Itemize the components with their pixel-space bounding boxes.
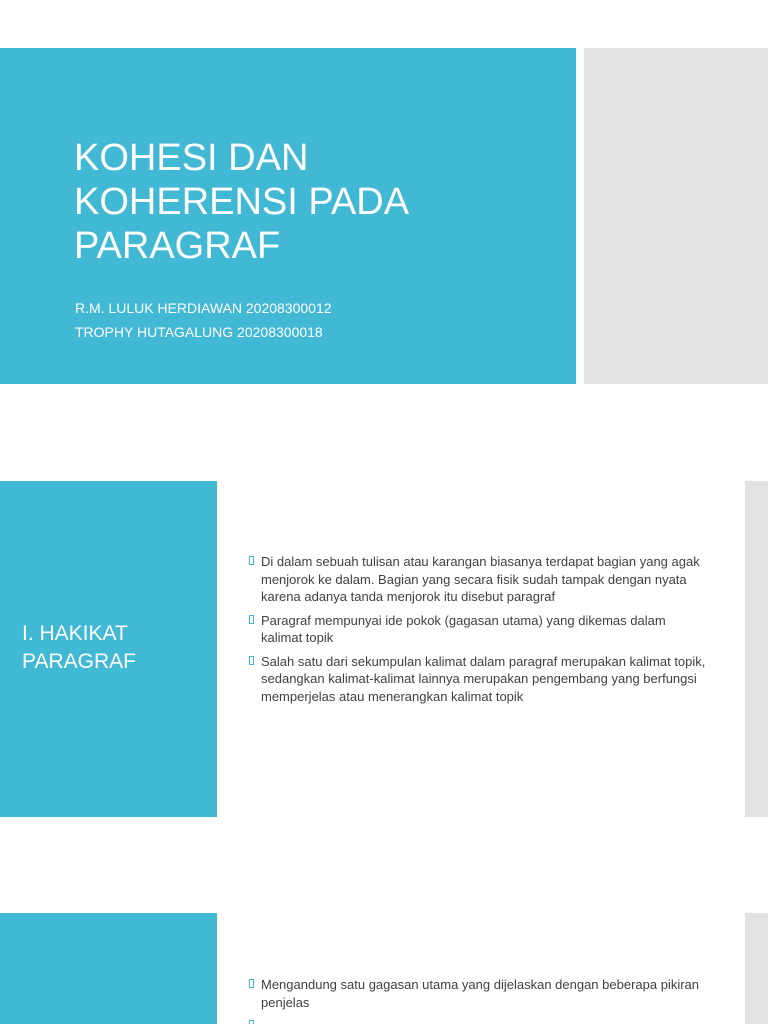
presentation-title bbox=[74, 136, 554, 268]
authors-block bbox=[75, 296, 332, 344]
next-slide-side-panel bbox=[745, 913, 768, 1024]
title-line: KOHESI DAN bbox=[74, 137, 309, 179]
author-line: R.M. LULUK HERDIAWAN 20208300012 bbox=[75, 300, 332, 316]
section-title-line: PARAGRAF bbox=[22, 650, 136, 673]
bullet-text: Di dalam sebuah tulisan atau karangan biasanya terdapat bagian yang agak menjorok ke dalam. Bagian yang secara fisik sudah tampak dengan nyata karena adanya tanda menjorok itu disebut paragraf bbox=[261, 554, 700, 604]
bullet-text: Mengandung satu gagasan utama yang dijelaskan dengan beberapa pikiran penjelas bbox=[261, 977, 699, 1010]
bullet-list bbox=[249, 553, 709, 711]
author-line: TROPHY HUTAGALUNG 20208300018 bbox=[75, 324, 323, 340]
square-outline-bullet-icon bbox=[249, 615, 254, 624]
title-line: PARAGRAF bbox=[74, 225, 281, 267]
list-item bbox=[249, 612, 709, 647]
list-item bbox=[249, 653, 709, 706]
square-outline-bullet-icon bbox=[249, 556, 254, 565]
section-title bbox=[22, 620, 136, 676]
title-line: KOHERENSI PADA bbox=[74, 181, 410, 223]
list-item bbox=[249, 1017, 709, 1024]
title-slide-side-panel bbox=[584, 48, 768, 384]
square-outline-bullet-icon bbox=[249, 1020, 254, 1024]
list-item bbox=[249, 553, 709, 606]
square-outline-bullet-icon bbox=[249, 656, 254, 665]
section-slide-side-panel bbox=[745, 481, 768, 817]
list-item bbox=[249, 976, 709, 1011]
bullet-text-cutoff bbox=[261, 1017, 709, 1024]
bullet-text: Salah satu dari sekumpulan kalimat dalam paragraf merupakan kalimat topik, sedangkan kalimat-kalimat lainnya merupakan pengembang yang berfungsi memperjelas atau menerangkan kalimat topik bbox=[261, 653, 706, 704]
square-outline-bullet-icon bbox=[249, 979, 254, 988]
bullet-list bbox=[249, 976, 709, 1024]
next-slide-panel bbox=[0, 913, 217, 1024]
bullet-text: Paragraf mempunyai ide pokok (gagasan utama) yang dikemas dalam kalimat topik bbox=[261, 612, 666, 645]
section-title-line: I. HAKIKAT bbox=[22, 622, 128, 645]
